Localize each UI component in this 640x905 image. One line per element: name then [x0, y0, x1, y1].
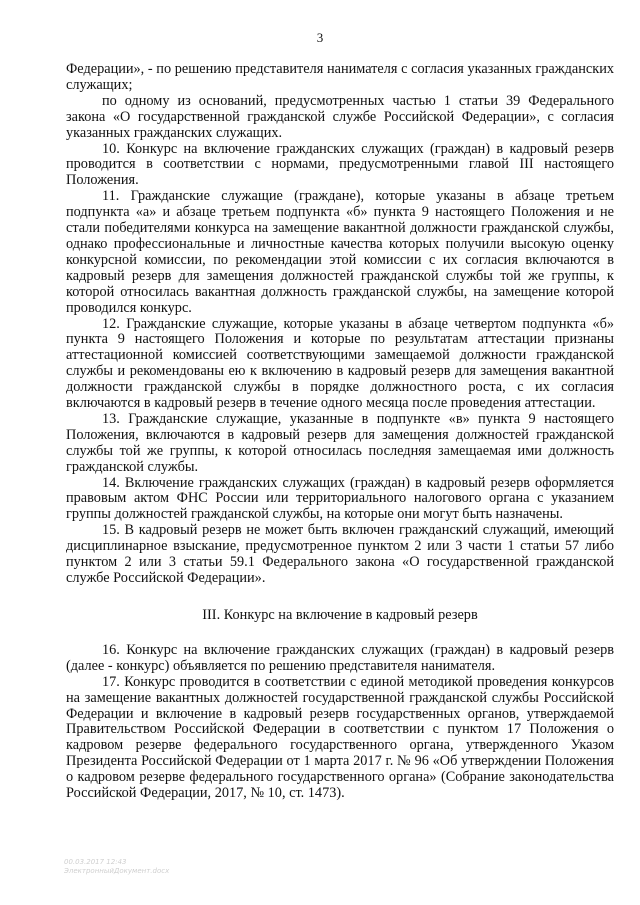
section-heading: III. Конкурс на включение в кадровый резерв	[202, 606, 478, 623]
paragraph-13: 13. Гражданские служащие, указанные в подпункте «в» пункта 9 настоящего Положения, включаются в кадровый резерв для замещения должностей гражданской службы той же группы, к которой относилась последняя замещаемая ими должность гражданской службы.	[66, 410, 614, 475]
paragraph-12: 12. Гражданские служащие, которые указаны в абзаце четвертом подпункта «б» пункта 9 настоящего Положения и которые по результатам аттестации признаны аттестационной комиссией соответствующими замещаемой должности гражданской службы и рекомендованы ею к включению в кадровый резерв для замещения вакантной должности гражданской службы в порядке должностного роста, с их согласия включаются в кадровый резерв в течение одного месяца после проведения аттестации.	[66, 315, 614, 412]
paragraph-11: 11. Гражданские служащие (граждане), которые указаны в абзаце третьем подпункта «а» и абзаце третьем подпункта «б» пункта 9 настоящего Положения и не стали победителями конкурса на замещение вакантной должности гражданской службы, однако профессиональные и личностные качества которых получили высокую оценку конкурсной комиссии, по рекомендации этой комиссии с их согласия включаются в кадровый резерв для замещения должностей гражданской службы той же группы, к которой относилась вакантная должность гражданской службы, на замещение которой проводился конкурс.	[66, 188, 614, 316]
paragraph-16: 16. Конкурс на включение гражданских служащих (граждан) в кадровый резерв (далее - конкурс) объявляется по решению представителя нанимателя.	[66, 641, 614, 674]
document-body	[66, 62, 614, 802]
footer-stamp-line-1: 00.03.2017 12:43	[64, 858, 127, 866]
paragraph-14: 14. Включение гражданских служащих (граждан) в кадровый резерв оформляется правовым актом ФНС России или территориального налогового органа с указанием группы должностей гражданской службы, на которые они могут быть назначены.	[66, 474, 614, 523]
paragraph-10: 10. Конкурс на включение гражданских служащих (граждан) в кадровый резерв проводится в соответствии с нормами, предусмотренными главой III настоящего Положения.	[66, 140, 614, 189]
paragraph-continuation-2: по одному из оснований, предусмотренных частью 1 статьи 39 Федерального закона «О государственной гражданской службе Российской Федерации», с согласия указанных гражданских служащих.	[66, 92, 614, 141]
footer-stamp	[64, 858, 169, 876]
paragraph-17: 17. Конкурс проводится в соответствии с единой методикой проведения конкурсов на замещение вакантных должностей государственной гражданской службы Российской Федерации и включение в кадровый резерв государственных органов, утверждаемой Правительством Российской Федерации в соответствии с пунктом 17 Положения о кадровом резерве федерального государственного органа, утвержденного Указом Президента Российской Федерации от 1 марта 2017 г. № 96 «Об утверждении Положения о кадровом резерве федерального государственного органа» (Собрание законодательства Российской Федерации, 2017, № 10, ст. 1473).	[66, 673, 614, 802]
page-number: 3	[316, 30, 324, 45]
footer-stamp-line-2: ЭлектронныйДокумент.docx	[64, 867, 170, 875]
paragraph-15: 15. В кадровый резерв не может быть включен гражданский служащий, имеющий дисциплинарное взыскание, предусмотренное пунктом 2 или 3 части 1 статьи 57 либо пунктом 2 или 3 статьи 59.1 Федерального закона «О государственной гражданской службе Российской Федерации».	[66, 522, 614, 586]
paragraph-continuation-1: Федерации», - по решению представителя нанимателя с согласия указанных гражданских служащих;	[66, 61, 614, 93]
